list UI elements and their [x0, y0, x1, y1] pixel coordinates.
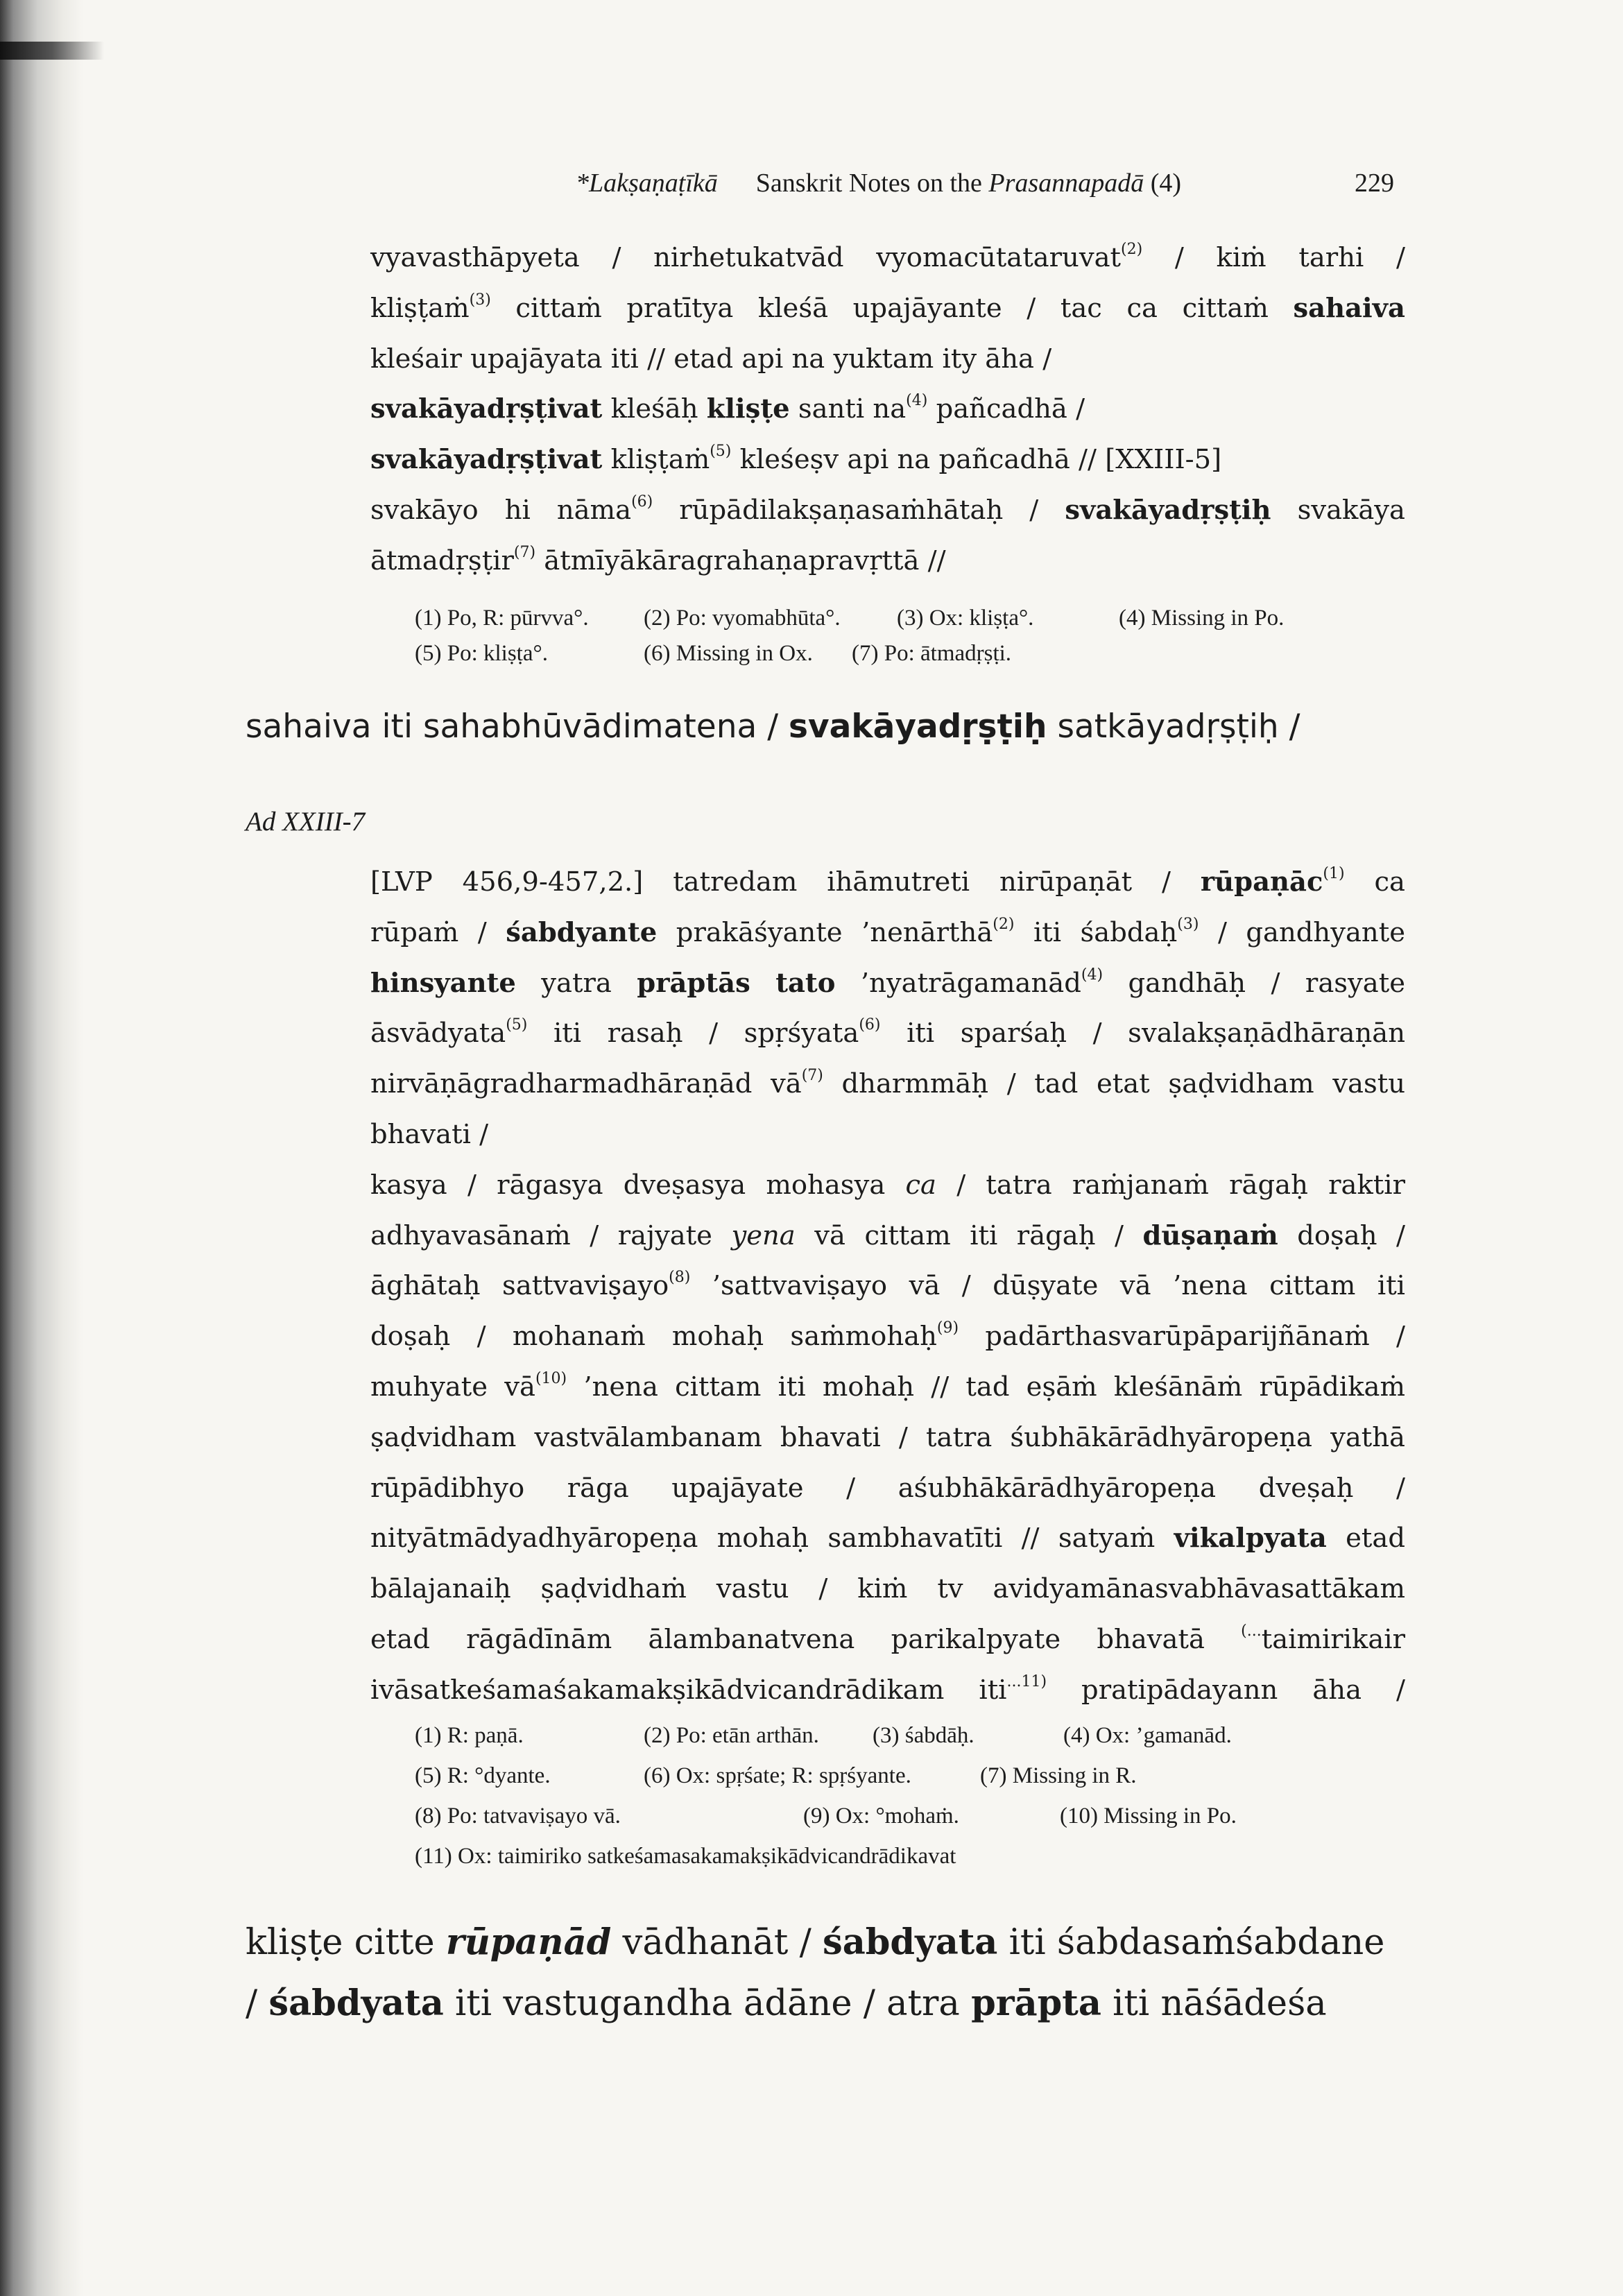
verse-line: svakāyadṛṣṭivat kliṣṭaṁ$^{(5)}$ kleśeṣv api na pañcadhā // [XXIII-5] — [370, 443, 1222, 476]
text-line: kliṣṭaṁ$^{(3)}$ cittaṁ pratītya kleśā upajāyante / tac ca cittaṁ sahaiva — [370, 291, 1405, 324]
text-line: ātmadṛṣṭir$^{(7)}$ ātmīyākāragrahaṇapravṛttā // — [370, 543, 946, 576]
text-line: ivāsatkeśamaśakamakṣikādvicandrādikam iti$^{...11)}$ pratipādayann āha / — [370, 1672, 1406, 1706]
footnote-line: (1) Po, R: pūrvva°. (2) Po: vyomabhūta°. (3) Ox: kliṣṭa°. (4) Missing in Po. — [415, 606, 1285, 631]
footnote-line: (1) R: paṇā. (2) Po: etān arthān. (3) śabdāḥ. (4) Ox: ’gamanād. — [415, 1723, 1232, 1748]
section-heading: Ad XXIII-7 — [246, 807, 366, 837]
text-line: doṣaḥ / mohanaṁ mohaḥ saṁmohaḥ$^{(9)}$ padārthasvarūpāparijñānaṁ / — [370, 1319, 1405, 1353]
text-line: āsvādyata$^{(5)}$ iti rasaḥ / spṛśyata$^{(6)}$ iti sparśaḥ / svalakṣaṇādhāraṇān — [370, 1016, 1405, 1050]
running-head-subtitle: Sanskrit Notes on the — [755, 169, 982, 198]
text-line: rūpaṁ / śabdyante prakāśyante ’nenārthā$^{(2)}$ iti śabdaḥ$^{(3)}$ / gandhyante — [370, 915, 1405, 948]
running-head-title: *Lakṣaṇaṭīkā — [576, 169, 718, 198]
text-line: muhyate $vā^{(10)}$ ’nena cittam iti mohaḥ // tad eṣāṁ kleśānāṁ rūpādikaṁ — [370, 1369, 1406, 1403]
footnotes-2 — [415, 1718, 1407, 1879]
text-block-2 — [370, 857, 1405, 1716]
book-spine-shadow — [0, 0, 83, 2296]
text-line: nirvāṇāgradharmadhāraṇād $vā^{(7)}$ dharmmāḥ / tad etat ṣaḍvidham vastu — [370, 1067, 1405, 1100]
running-head-work: Prasannapadā — [988, 169, 1144, 198]
text-line: svakāyo hi nāma$^{(6)}$ rūpādilakṣaṇasaṁhātaḥ / svakāyadṛṣṭiḥ svakāya — [370, 492, 1406, 526]
annotation-line: kliṣṭe citte rūpaṇād vādhanāt / śabdyata iti śabdasaṁśabdane — [246, 1921, 1385, 1963]
page-number: 229 — [1355, 169, 1394, 198]
footnote-line: (8) Po: tatvaviṣayo vā. (9) Ox: °mohaṁ. (10) Missing in Po. — [415, 1804, 1237, 1828]
text-line: āghātaḥ sattvaviṣayo$^{(8)}$ ’sattvaviṣayo vā / dūṣyate vā ’nena cittam iti — [370, 1269, 1405, 1302]
footnote-line: (5) Po: kliṣṭa°. (6) Missing in Ox. (7) Po: ātmadṛṣṭi. — [415, 641, 1012, 666]
text-line: hinsyante yatra prāptās tato ’nyatrāgamanād$^{(4)}$ gandhāḥ / rasyate — [370, 966, 1405, 999]
verse-line: svakāyadṛṣṭivat kleśāḥ kliṣṭe santi $na^{(4)}$ pañcadhā / — [370, 392, 1085, 425]
text-line: adhyavasānaṁ / rajyate yena vā cittam iti rāgaḥ / dūṣaṇaṁ doṣaḥ / — [370, 1219, 1405, 1251]
text-line: nityātmādyadhyāropeṇa mohaḥ sambhavatīti // satyaṁ vikalpyata etad — [370, 1523, 1405, 1554]
footnotes-1 — [415, 601, 1407, 671]
text-line: bhavati / — [370, 1118, 489, 1150]
text-block-1 — [370, 233, 1405, 587]
text-line: kleśair upajāyata iti // etad api na yuktam ity āha / — [370, 343, 1052, 375]
running-head — [576, 168, 1394, 198]
annotation-block-2 — [246, 1912, 1411, 2034]
text-line: rūpādibhyo rāga upajāyate / aśubhākārādhyāropeṇa dveṣaḥ / — [370, 1472, 1405, 1504]
text-line: vyavasthāpyeta / nirhetukatvād vyomacūtataruvat$^{(2)}$ / kiṁ tarhi / — [370, 241, 1405, 273]
binding-mark — [0, 42, 104, 60]
running-head-part: (4) — [1150, 169, 1182, 198]
footnote-line: (5) R: °dyante. (6) Ox: spṛśate; R: spṛśyante. (7) Missing in R. — [415, 1763, 1137, 1788]
footnote-line: (11) Ox: taimiriko satkeśamasakamakṣikādvicandrādikavat — [415, 1844, 956, 1869]
text-line: [LVP 456,9-457,2.] tatredam ihāmutreti nirūpaṇāt / rūpaṇāc$^{(1)}$ ca — [370, 865, 1405, 898]
text-line: bālajanaiḥ ṣaḍvidhaṁ vastu / kiṁ tv avidyamānasvabhāvasattākam — [370, 1573, 1405, 1605]
annotation-line-1: sahaiva iti sahabhūvādimatena / svakāyadṛṣṭiḥ satkāyadṛṣṭiḥ / — [246, 708, 1300, 746]
annotation-line: / śabdyata iti vastugandha ādāne / atra prāpta iti nāśādeśa — [246, 1982, 1327, 2024]
text-line: etad rāgādīnām ālambanatvena parikalpyate bhavatā (...taimirikair — [370, 1622, 1405, 1655]
text-line: ṣaḍvidham vastvālambanam bhavati / tatra śubhākārādhyāropeṇa yathā — [370, 1421, 1405, 1453]
text-line: kasya / rāgasya dveṣasya mohasya ca / tatra raṁjanaṁ rāgaḥ raktir — [370, 1169, 1405, 1201]
